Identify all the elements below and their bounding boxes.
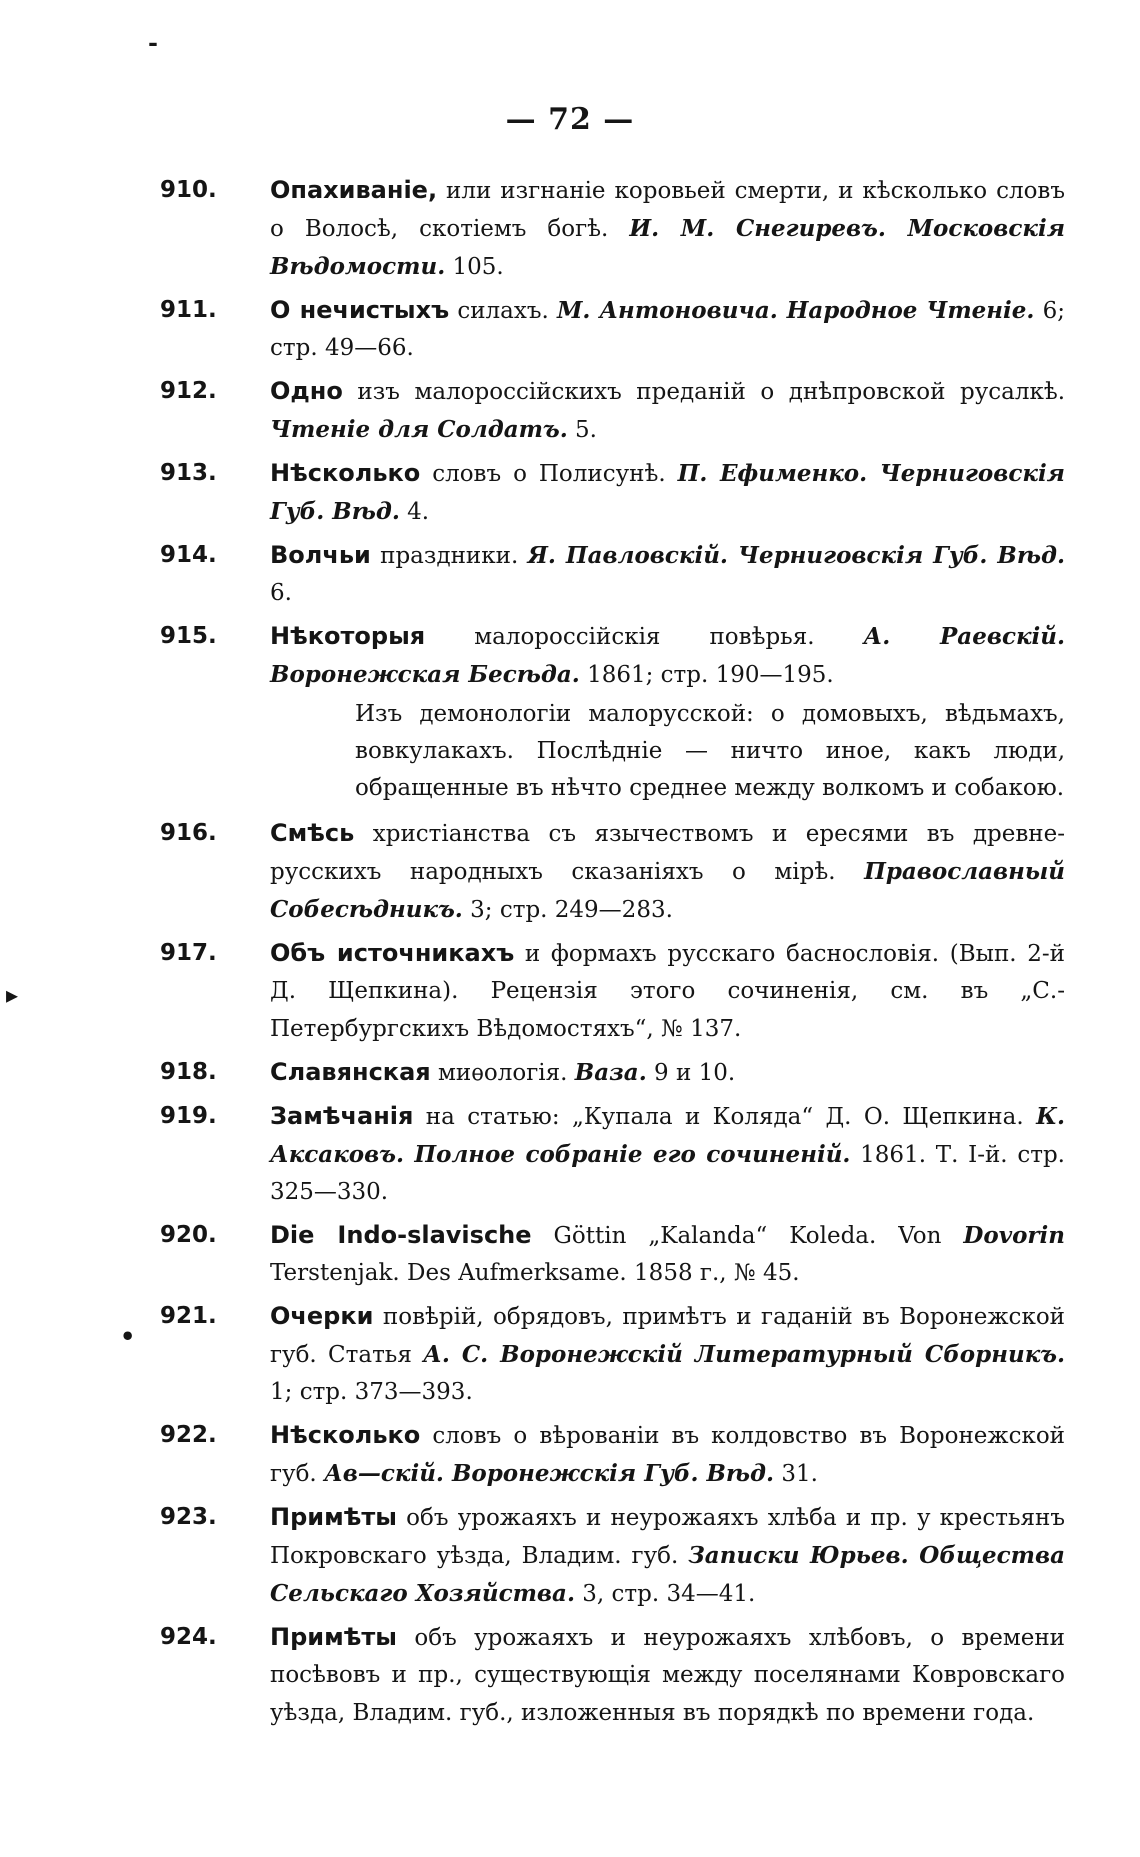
entry-919 xyxy=(160,1098,1065,1211)
entry-heading: Смѣсь xyxy=(270,819,355,847)
entry-text: словъ о вѣрованіи въ колдовство въ Воронежской губ. xyxy=(270,1423,1065,1487)
entry-heading: Объ источникахъ xyxy=(270,939,515,967)
entry-number: 924. xyxy=(160,1624,217,1650)
entry-text: христіанства съ язычествомъ и ересями въ древне-русскихъ народныхъ сказаніяхъ о мірѣ. xyxy=(270,821,1065,885)
entry-number: 912. xyxy=(160,378,217,404)
entry-tail: 5. xyxy=(567,417,597,443)
entry-text: праздники. xyxy=(370,543,528,569)
entry-source: К. Аксаковъ. Полное собраніе его сочиненій. xyxy=(270,1103,1065,1168)
entry-text: малороссійскія повѣрья. xyxy=(425,624,864,650)
entry-914 xyxy=(160,537,1065,612)
margin-dash: - xyxy=(148,28,158,57)
entry-heading: Нѣсколько xyxy=(270,1421,421,1449)
entry-source: Dovorin xyxy=(963,1222,1065,1249)
entry-912 xyxy=(160,373,1065,449)
bibliography-list xyxy=(160,172,1065,1738)
entry-922 xyxy=(160,1417,1065,1493)
entry-tail: 4. xyxy=(399,499,430,525)
entry-heading: Примѣты xyxy=(270,1503,397,1531)
entry-tail: 1861; стр. 190—195. xyxy=(579,662,834,688)
entry-text: объ урожаяхъ и неурожаяхъ хлѣба и пр. у крестьянъ Покровскаго уѣзда, Владим. губ. xyxy=(270,1505,1065,1569)
entry-913 xyxy=(160,455,1065,531)
entry-source: Я. Павловскій. Черниговскія Губ. Вѣд. xyxy=(527,542,1065,569)
entry-number: 910. xyxy=(160,177,217,203)
entry-number: 911. xyxy=(160,297,217,323)
entry-910 xyxy=(160,172,1065,286)
entry-text: повѣрій, обрядовъ, примѣтъ и гаданій въ Воронежской губ. Статья xyxy=(270,1304,1065,1368)
entry-heading: Волчьи xyxy=(270,541,371,569)
entry-heading: Одно xyxy=(270,377,343,405)
margin-dot: • xyxy=(120,1322,136,1351)
entry-source: Ав—скій. Воронежскія Губ. Вѣд. xyxy=(324,1460,775,1487)
entry-heading: Славянская xyxy=(270,1058,431,1086)
entry-source: М. Антоновича. Народное Чтеніе. xyxy=(556,297,1035,324)
entry-heading: Нѣсколько xyxy=(270,459,421,487)
entry-tail: 105. xyxy=(445,254,504,280)
entry-921 xyxy=(160,1298,1065,1411)
entry-source: Православный Собесѣдникъ. xyxy=(270,858,1065,923)
entry-tail: 3; стр. 249—283. xyxy=(462,897,673,923)
entry-924 xyxy=(160,1619,1065,1732)
entry-tail: 31. xyxy=(774,1461,818,1487)
page-number: — 72 — xyxy=(505,102,635,137)
entry-tail: 6. xyxy=(270,580,292,606)
entry-text: изъ малороссійскихъ преданій о днѣпровской русалкѣ. xyxy=(342,379,1065,405)
entry-number: 913. xyxy=(160,460,217,486)
entry-source: Чтеніе для Солдатъ. xyxy=(270,416,568,443)
entry-heading: Замѣчанія xyxy=(270,1102,414,1130)
entry-source: А. Раевскій. Воронежская Бесѣда. xyxy=(270,623,1065,688)
entry-text: и формахъ русскаго баснословія. (Вып. 2-й Д. Щепкина). Рецензія этого сочиненія, см. въ „С.-Петербургскихъ Вѣдомостяхъ“, № 137. xyxy=(270,941,1065,1042)
entry-917 xyxy=(160,935,1065,1048)
entry-number: 922. xyxy=(160,1422,217,1448)
entry-source: И. М. Снегиревъ. Московскія Вѣдомости. xyxy=(270,215,1065,280)
entry-text: миѳологія. xyxy=(430,1060,575,1086)
entry-tail: 1; стр. 373—393. xyxy=(270,1379,473,1405)
entry-915 xyxy=(160,618,1065,694)
entry-heading: Опахиваніе, xyxy=(270,176,438,204)
entry-918 xyxy=(160,1054,1065,1092)
entry-text: силахъ. xyxy=(449,298,557,324)
entry-number: 919. xyxy=(160,1103,217,1129)
entry-heading: Нѣкоторыя xyxy=(270,622,426,650)
entry-number: 923. xyxy=(160,1504,217,1530)
entry-text: Göttin „Kalanda“ Koleda. Von xyxy=(531,1223,964,1249)
entry-text: на статью: „Купала и Коляда“ Д. О. Щепкина. xyxy=(413,1104,1037,1130)
entry-number: 914. xyxy=(160,542,217,568)
entry-heading: Die Indo-slavische xyxy=(270,1221,532,1249)
entry-915-note: Изъ демонологіи малорусской: о домовыхъ, вѣдьмахъ, вовкулакахъ. Послѣдніе — ничто иное, какъ люди, обращенные въ нѣчто среднее между волкомъ и собакою. xyxy=(355,701,1065,801)
entry-920 xyxy=(160,1217,1065,1292)
entry-text: или изгнаніе коровьей смерти, и кѣсколько словъ о Волосѣ, скотіемъ богѣ. xyxy=(270,178,1065,242)
entry-tail: 1861. Т. I-й. стр. 325—330. xyxy=(270,1142,1065,1205)
entry-heading: Очерки xyxy=(270,1302,374,1330)
entry-number: 921. xyxy=(160,1303,217,1329)
entry-heading: О нечистыхъ xyxy=(270,296,450,324)
margin-arrow: ▸ xyxy=(6,980,19,1009)
entry-tail: Terstenjak. Des Aufmerksame. 1858 г., № 45. xyxy=(270,1260,800,1286)
entry-number: 915. xyxy=(160,623,217,649)
entry-source: Ваза. xyxy=(574,1059,647,1086)
entry-text: объ урожаяхъ и неурожаяхъ хлѣбовъ, о времени посѣвовъ и пр., существующія между поселянами Ковровскаго уѣзда, Владим. губ., изложенныя въ порядкѣ по времени года. xyxy=(270,1625,1065,1726)
entry-911 xyxy=(160,292,1065,367)
entry-tail: 3, стр. 34—41. xyxy=(574,1581,756,1607)
entry-source: А. С. Воронежскій Литературный Сборникъ. xyxy=(423,1341,1066,1368)
entry-source: П. Ефименко. Черниговскія Губ. Вѣд. xyxy=(270,460,1065,525)
entry-source: Записки Юрьев. Общества Сельскаго Хозяйства. xyxy=(270,1542,1066,1607)
entry-tail: 9 и 10. xyxy=(646,1060,736,1086)
entry-number: 920. xyxy=(160,1222,217,1248)
entry-number: 918. xyxy=(160,1059,217,1085)
entry-text: словъ о Полисунѣ. xyxy=(420,461,678,487)
entry-923 xyxy=(160,1499,1065,1613)
entry-number: 917. xyxy=(160,940,217,966)
entry-916 xyxy=(160,815,1065,929)
entry-heading: Примѣты xyxy=(270,1623,397,1651)
entry-tail: 6; стр. 49—66. xyxy=(270,298,1066,361)
entry-number: 916. xyxy=(160,820,217,846)
